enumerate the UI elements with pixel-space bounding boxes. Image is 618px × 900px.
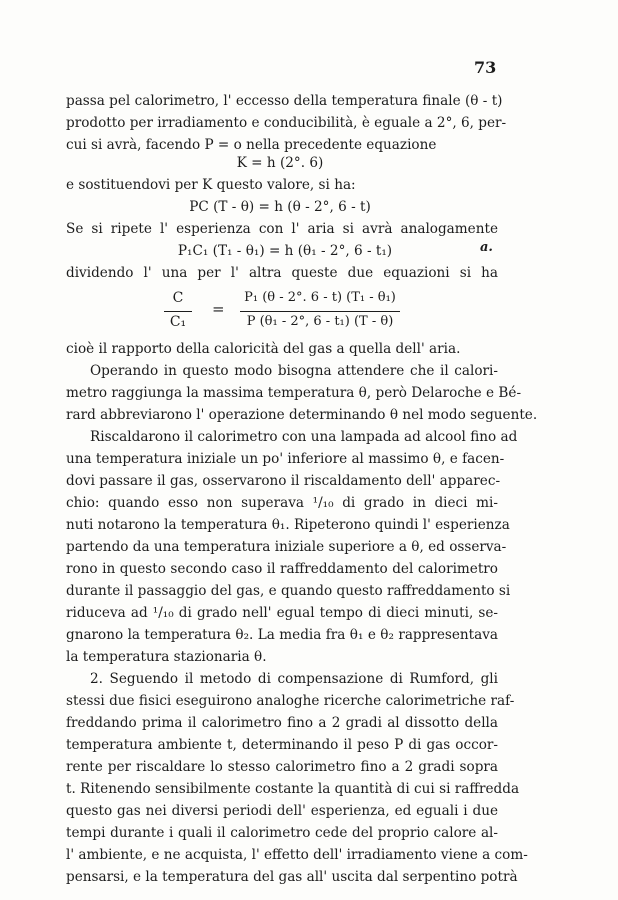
text-line: dividendo l' una per l' altra queste due equazioni si ha — [66, 265, 498, 281]
page-number: 73 — [474, 58, 497, 77]
text-line: passa pel calorimetro, l' eccesso della temperatura finale (θ - t) — [66, 93, 503, 109]
text-line: dovi passare il gas, osservarono il riscaldamento dell' apparec- — [66, 473, 501, 489]
text-line: rard abbreviarono l' operazione determinando θ nel modo seguente. — [66, 407, 538, 423]
ratio-lhs-denominator: C₁ — [169, 314, 187, 330]
text-line: Riscaldarono il calorimetro con una lampada ad alcool fino ad — [90, 429, 518, 445]
equation-pc: PC (T - θ) = h (θ - 2°, 6 - t) — [189, 199, 371, 215]
fraction-bar — [240, 311, 400, 312]
text-line: durante il passaggio del gas, e quando questo raffreddamento si — [66, 583, 511, 599]
text-line: partendo da una temperatura iniziale superiore a θ, ed osserva- — [66, 539, 507, 555]
text-line: pensarsi, e la temperatura del gas all' uscita dal serpentino potrà — [66, 869, 518, 885]
text-line: rono in questo secondo caso il raffreddamento del calorimetro — [66, 561, 498, 577]
text-line: 2. Seguendo il metodo di compensazione di Rumford, gli — [90, 671, 498, 687]
text-line: prodotto per irradiamento e conducibilità, è eguale a 2°, 6, per- — [66, 115, 507, 131]
text-line: chio: quando esso non superava ¹/₁₀ di grado in dieci mi- — [66, 495, 498, 511]
text-line: cioè il rapporto della caloricità del gas a quella dell' aria. — [66, 341, 461, 357]
equation-k: K = h (2°. 6) — [236, 155, 324, 171]
text-line: Operando in questo modo bisogna attendere che il calori- — [90, 363, 498, 379]
margin-note: a. — [480, 240, 493, 255]
text-line: stessi due fisici eseguirono analoghe ricerche calorimetriche raf- — [66, 693, 515, 709]
text-line: rente per riscaldare lo stesso calorimetro fino a 2 gradi sopra — [66, 759, 498, 775]
equals-sign: = — [212, 300, 225, 318]
ratio-rhs-numerator: P₁ (θ - 2°. 6 - t) (T₁ - θ₁) — [244, 290, 396, 305]
text-line: tempi durante i quali il calorimetro cede del proprio calore al- — [66, 825, 498, 841]
ratio-rhs-denominator: P (θ₁ - 2°, 6 - t₁) (T - θ) — [246, 314, 394, 329]
text-line: t. Ritenendo sensibilmente costante la quantità di cui si raffredda — [66, 781, 520, 797]
text-line: gnarono la temperatura θ₂. La media fra θ₁ e θ₂ rappresentava — [66, 627, 498, 643]
fraction-bar — [164, 311, 192, 312]
text-line: questo gas nei diversi periodi dell' esperienza, ed eguali i due — [66, 803, 498, 819]
text-line: nuti notarono la temperatura θ₁. Ripeterono quindi l' esperienza — [66, 517, 510, 533]
text-line: cui si avrà, facendo P = o nella precedente equazione — [66, 137, 437, 153]
text-line: e sostituendovi per K questo valore, si ha: — [66, 177, 356, 193]
ratio-equation — [160, 288, 400, 338]
text-line: freddando prima il calorimetro fino a 2 gradi al dissotto della — [66, 715, 498, 731]
text-line: riduceva ad ¹/₁₀ di grado nell' egual tempo di dieci minuti, se- — [66, 605, 498, 621]
text-line: temperatura ambiente t, determinando il peso P di gas occor- — [66, 737, 498, 753]
text-line: Se si ripete l' esperienza con l' aria si avrà analogamente — [66, 221, 498, 237]
text-line: metro raggiunga la massima temperatura θ, però Delaroche e Bé- — [66, 385, 522, 401]
text-line: la temperatura stazionaria θ. — [66, 649, 267, 665]
ratio-lhs-numerator: C — [172, 290, 184, 306]
equation-p1c1: P₁C₁ (T₁ - θ₁) = h (θ₁ - 2°, 6 - t₁) — [177, 243, 393, 259]
text-line: l' ambiente, e ne acquista, l' effetto dell' irradiamento viene a com- — [66, 847, 528, 863]
text-line: una temperatura iniziale un po' inferiore al massimo θ, e facen- — [66, 451, 505, 467]
